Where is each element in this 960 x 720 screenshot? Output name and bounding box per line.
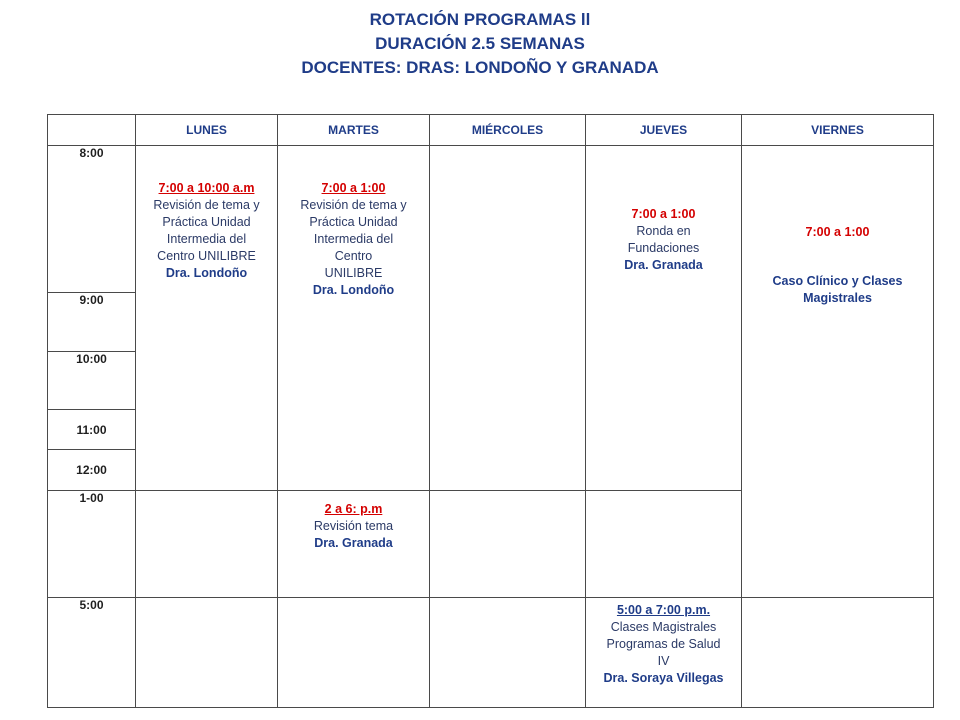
lunes-morning-desc-2: Práctica Unidad <box>162 215 251 229</box>
lunes-morning-desc-4: Centro UNILIBRE <box>157 249 256 263</box>
martes-morning-desc-3: Intermedia del <box>313 232 394 246</box>
lunes-morning-time: 7:00 a 10:00 a.m <box>158 181 255 195</box>
jueves-evening-desc-1: Clases Magistrales <box>610 620 717 634</box>
jueves-morning-desc-1: Ronda en <box>636 224 691 238</box>
title-rotation: ROTACIÓN PROGRAMAS ll <box>369 10 591 29</box>
viernes-evening-block <box>742 598 934 708</box>
martes-morning-time: 7:00 a 1:00 <box>321 181 386 195</box>
martes-afternoon-doctor: Dra. Granada <box>314 536 393 550</box>
time-cell-1: 1-00 <box>48 491 136 598</box>
jueves-morning-block <box>586 146 742 491</box>
martes-morning-desc-2: Práctica Unidad <box>309 215 398 229</box>
martes-morning-doctor: Dra. Londoño <box>312 283 395 297</box>
time-cell-5: 5:00 <box>48 598 136 708</box>
lunes-morning-desc-1: Revisión de tema y <box>153 198 260 212</box>
martes-afternoon-desc-1: Revisión tema <box>313 519 394 533</box>
martes-morning-desc-1: Revisión de tema y <box>300 198 407 212</box>
day-header-miercoles: MIÉRCOLES <box>430 115 586 146</box>
day-header-lunes: LUNES <box>136 115 278 146</box>
jueves-morning-desc-2: Fundaciones <box>627 241 700 255</box>
row-8 <box>48 146 934 293</box>
viernes-morning-time: 7:00 a 1:00 <box>805 225 870 239</box>
jueves-evening-block <box>586 598 742 708</box>
title-teachers: DOCENTES: DRAS: LONDOÑO Y GRANADA <box>301 58 659 77</box>
jueves-afternoon-block <box>586 491 742 598</box>
row-5 <box>48 598 934 708</box>
viernes-morning-block <box>742 146 934 598</box>
time-cell-10: 10:00 <box>48 352 136 410</box>
day-header-viernes: VIERNES <box>742 115 934 146</box>
martes-morning-desc-4: Centro <box>334 249 373 263</box>
jueves-evening-time: 5:00 a 7:00 p.m. <box>616 603 711 617</box>
time-cell-8: 8:00 <box>48 146 136 293</box>
day-header-martes: MARTES <box>278 115 430 146</box>
lunes-morning-block <box>136 146 278 491</box>
time-cell-11: 11:00 <box>48 410 136 450</box>
martes-afternoon-time: 2 a 6: p.m <box>324 502 383 516</box>
lunes-evening-block <box>136 598 278 708</box>
jueves-evening-desc-2: Programas de Salud <box>606 637 721 651</box>
day-header-jueves: JUEVES <box>586 115 742 146</box>
time-cell-9: 9:00 <box>48 293 136 352</box>
lunes-morning-doctor: Dra. Londoño <box>165 266 248 280</box>
corner-cell <box>48 115 136 146</box>
jueves-evening-desc-3: IV <box>657 654 670 668</box>
schedule-table <box>47 114 934 708</box>
miercoles-afternoon-block <box>430 491 586 598</box>
header-row <box>48 115 934 146</box>
martes-morning-desc-5: UNILIBRE <box>324 266 383 280</box>
martes-evening-block <box>278 598 430 708</box>
jueves-morning-time: 7:00 a 1:00 <box>631 207 696 221</box>
time-cell-12: 12:00 <box>48 450 136 491</box>
jueves-evening-doctor: Dra. Soraya Villegas <box>603 671 724 685</box>
viernes-morning-desc-1: Caso Clínico y Clases <box>772 274 903 288</box>
title-duration: DURACIÓN 2.5 SEMANAS <box>375 34 585 53</box>
miercoles-morning-block <box>430 146 586 491</box>
miercoles-evening-block <box>430 598 586 708</box>
martes-afternoon-block <box>278 491 430 598</box>
martes-morning-block <box>278 146 430 491</box>
jueves-morning-doctor: Dra. Granada <box>624 258 703 272</box>
viernes-morning-desc-2: Magistrales <box>803 291 872 305</box>
lunes-afternoon-block <box>136 491 278 598</box>
page-title <box>0 8 960 80</box>
lunes-morning-desc-3: Intermedia del <box>166 232 247 246</box>
